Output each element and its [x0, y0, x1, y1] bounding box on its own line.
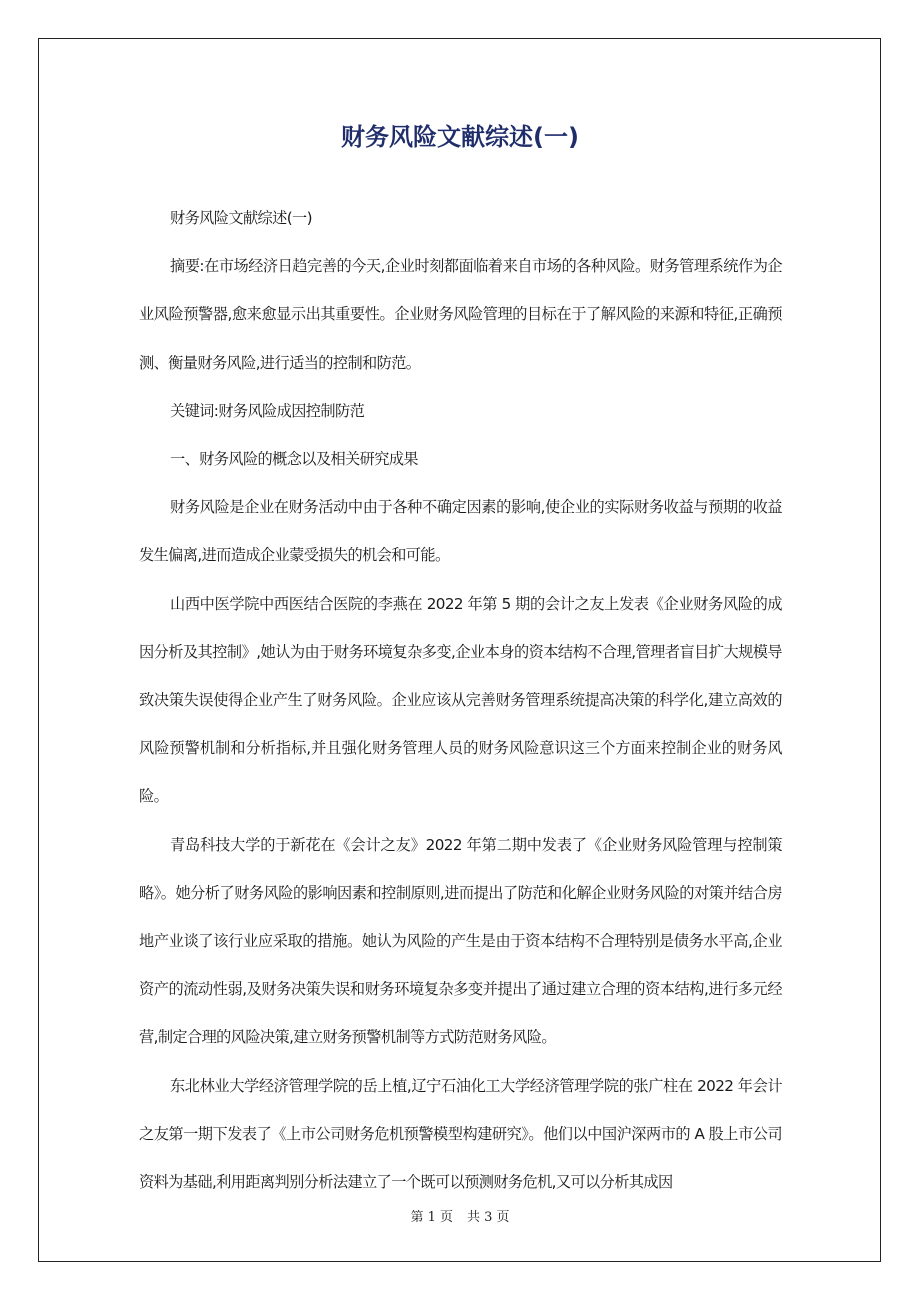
page-total: 共 3 页: [467, 1210, 510, 1225]
paragraph-abstract: 摘要:在市场经济日趋完善的今天,企业时刻都面临着来自市场的各种风险。财务管理系统作为企业风险预警器,愈来愈显示出其重要性。企业财务风险管理的目标在于了解风险的来源和特征,正确预测、衡量财务风险,进行适当的控制和防范。: [139, 257, 782, 372]
document-title: 财务风险文献综述(一): [341, 123, 579, 151]
document-body: [139, 194, 782, 1206]
page-number: 第 1 页: [410, 1210, 453, 1225]
page-footer: [0, 1206, 920, 1225]
section-heading-1: 一、财务风险的概念以及相关研究成果: [170, 450, 418, 469]
paragraph-definition: 财务风险是企业在财务活动中由于各种不确定因素的影响,使企业的实际财务收益与预期的收益发生偏离,进而造成企业蒙受损失的机会和可能。: [139, 498, 782, 565]
paragraph-subtitle: 财务风险文献综述(一): [170, 209, 312, 227]
paragraph-keywords: 关键词:财务风险成因控制防范: [170, 401, 365, 420]
paragraph-yue-shangzhi: 东北林业大学经济管理学院的岳上植,辽宁石油化工大学经济管理学院的张广柱在 2022 年会计之友第一期下发表了《上市公司财务危机预警模型构建研究》。他们以中国沪深两市的 A 股上市公司资料为基础,利用距离判别分析法建立了一个既可以预测财务危机,又可以分析其成因: [139, 1076, 782, 1192]
paragraph-li-yan: 山西中医学院中西医结合医院的李燕在 2022 年第 5 期的会计之友上发表《企业财务风险的成因分析及其控制》,她认为由于财务环境复杂多变,企业本身的资本结构不合理,管理者盲目扩大规模导致决策失误使得企业产生了财务风险。企业应该从完善财务管理系统提高决策的科学化,建立高效的风险预警机制和分析指标,并且强化财务管理人员的财务风险意识这三个方面来控制企业的财务风险。: [139, 594, 782, 806]
paragraph-yu-xinhua: 青岛科技大学的于新花在《会计之友》2022 年第二期中发表了《企业财务风险管理与控制策略》。她分析了财务风险的影响因素和控制原则,进而提出了防范和化解企业财务风险的对策并结合房地产业谈了该行业应采取的措施。她认为风险的产生是由于资本结构不合理特别是债务水平高,企业资产的流动性弱,及财务决策失误和财务环境复杂多变并提出了通过建立合理的资本结构,进行多元经营,制定合理的风险决策,建立财务预警机制等方式防范财务风险。: [139, 835, 782, 1047]
